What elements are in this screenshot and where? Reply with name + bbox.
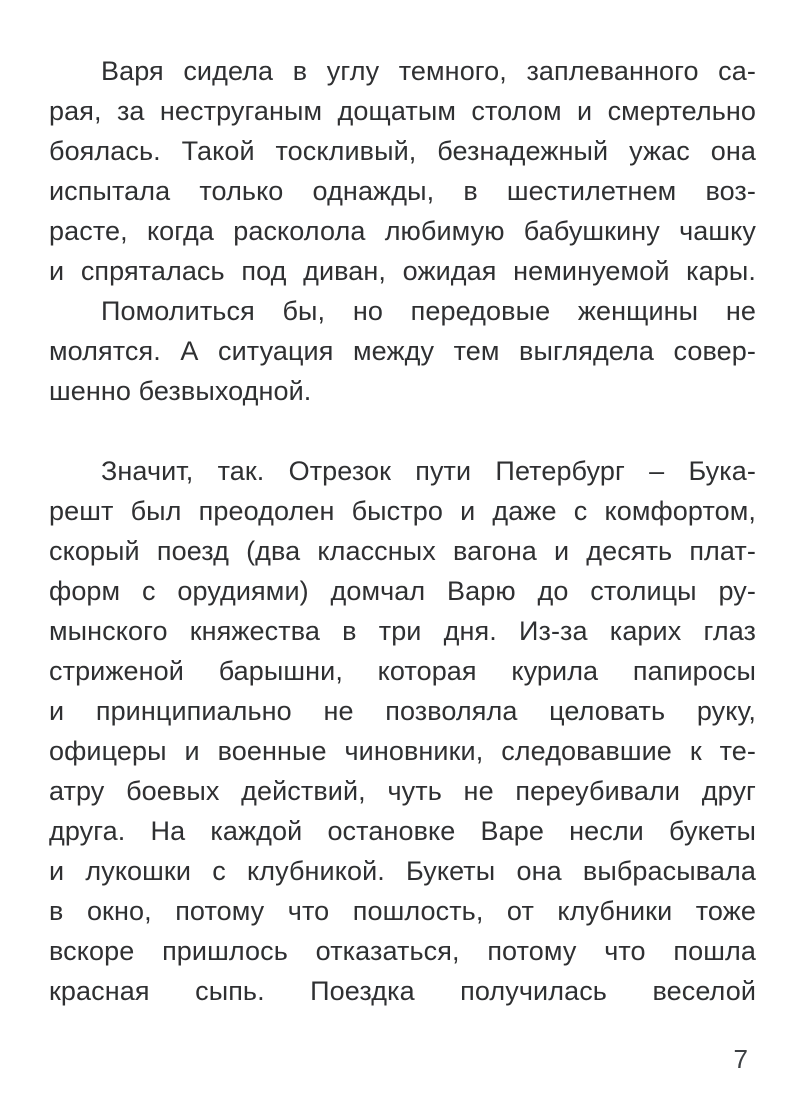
- text-line: в окно, потому что пошлость, от клубники тоже: [49, 896, 756, 926]
- text-line: мынского княжества в три дня. Из-за карих глаз: [49, 616, 756, 646]
- text-line: офицеры и военные чиновники, следовавшие к те-: [49, 736, 756, 766]
- text-line: рая, за неструганым дощатым столом и смертельно: [49, 96, 756, 126]
- text-line: и спряталась под диван, ожидая неминуемой кары.: [49, 256, 756, 286]
- text-line: испытала только однажды, в шестилетнем воз-: [49, 176, 756, 206]
- paragraph: [49, 291, 756, 411]
- page-number: 7: [733, 1044, 748, 1074]
- text-line: скорый поезд (два классных вагона и десять плат-: [49, 536, 756, 566]
- paragraph: [49, 51, 756, 291]
- text-line: форм с орудиями) домчал Варю до столицы ру-: [49, 576, 756, 606]
- page-text: [49, 51, 756, 1011]
- text-line: друга. На каждой остановке Варе несли букеты: [49, 816, 756, 846]
- text-line: атру боевых действий, чуть не переубивали друг: [49, 776, 756, 806]
- text-line: решт был преодолен быстро и даже с комфортом,: [49, 496, 756, 526]
- text-line: вскоре пришлось отказаться, потому что пошла: [49, 936, 756, 966]
- paragraph: [49, 451, 756, 1011]
- text-line: стриженой барышни, которая курила папиросы: [49, 656, 756, 686]
- text-line: Значит, так. Отрезок пути Петербург – Бука-: [101, 456, 756, 486]
- text-line: и лукошки с клубникой. Букеты она выбрасывала: [49, 856, 756, 886]
- text-line: боялась. Такой тоскливый, безнадежный ужас она: [49, 136, 756, 166]
- text-line: расте, когда расколола любимую бабушкину чашку: [49, 216, 756, 246]
- text-line: красная сыпь. Поездка получилась веселой: [49, 976, 756, 1006]
- text-line: шенно безвыходной.: [49, 376, 312, 406]
- text-line: Помолиться бы, но передовые женщины не: [101, 296, 756, 326]
- text-line: Варя сидела в углу темного, заплеванного са-: [101, 56, 756, 86]
- text-line: и принципиально не позволяла целовать руку,: [49, 696, 756, 726]
- text-line: молятся. А ситуация между тем выглядела совер-: [49, 336, 756, 366]
